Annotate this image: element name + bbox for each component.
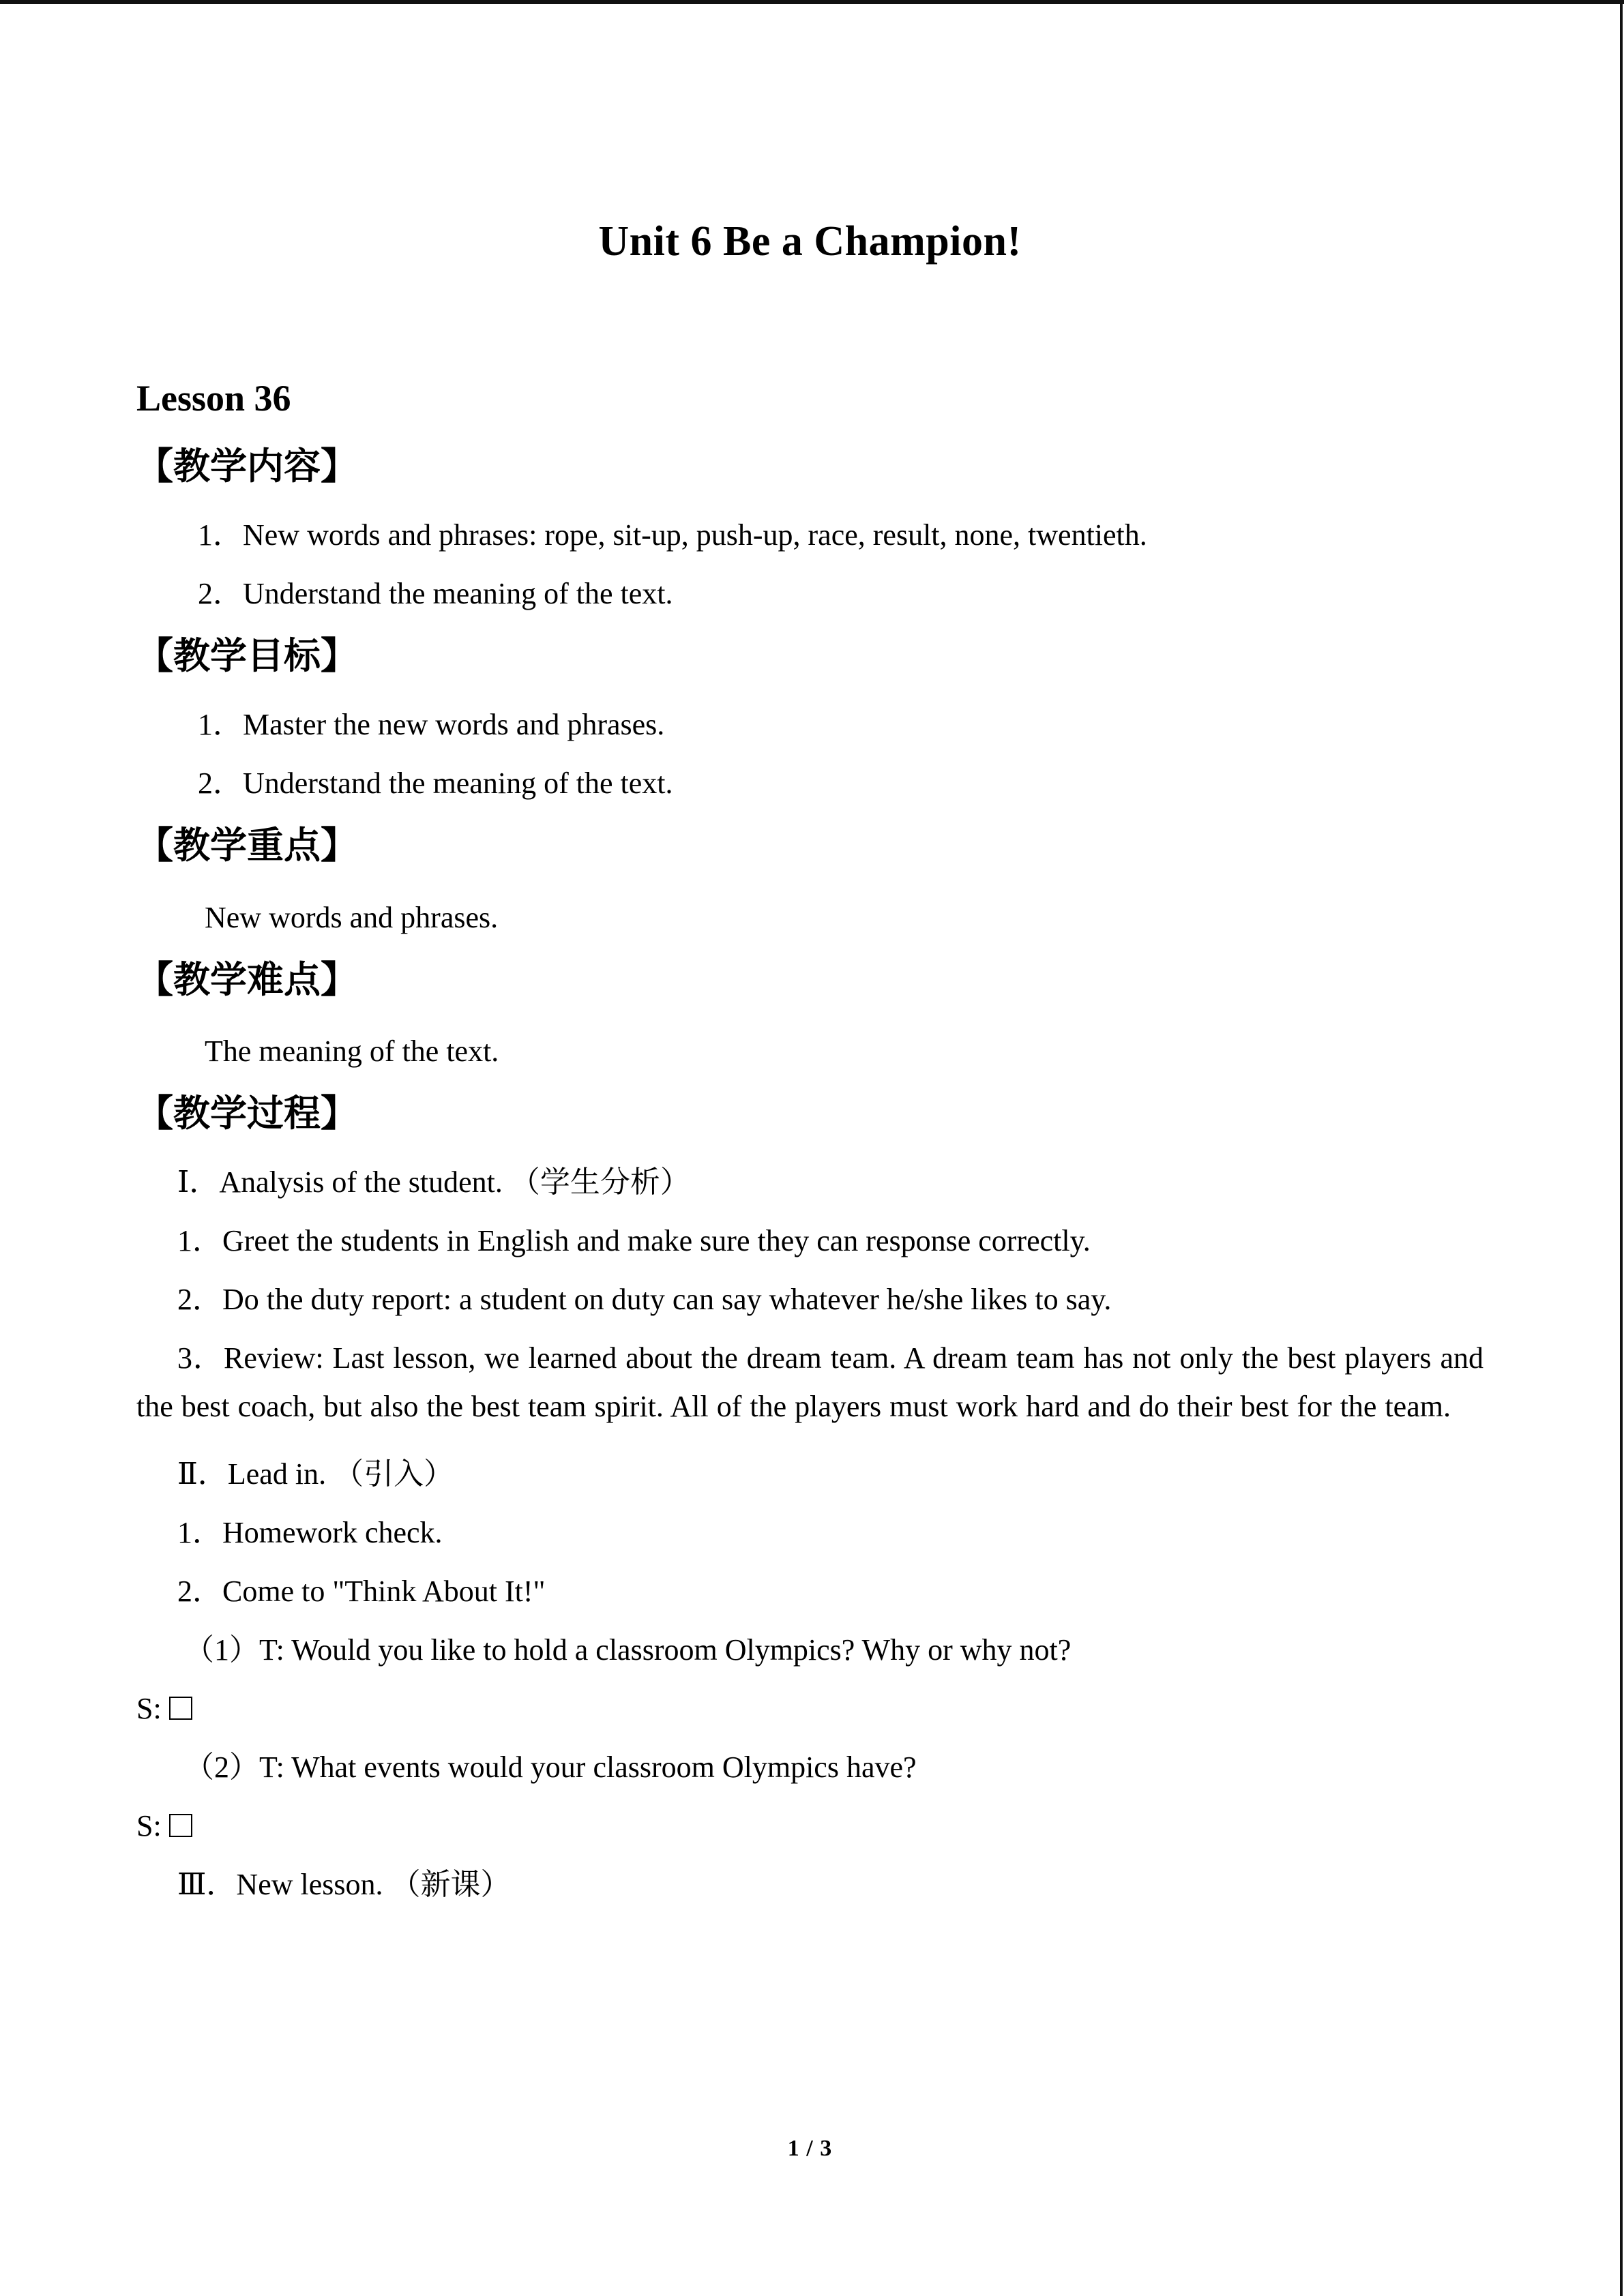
section-heading-key-points: 【教学重点】	[136, 825, 357, 867]
section-heading-teaching-process: 【教学过程】	[136, 1092, 357, 1134]
page-right-border	[1620, 0, 1623, 2296]
process-item: 2．Come to "Think About It!"	[177, 1575, 546, 1609]
section-heading-teaching-goals: 【教学目标】	[136, 636, 357, 677]
process-item: 2．Do the duty report: a student on duty can say whatever he/she likes to say.	[177, 1282, 1112, 1316]
list-item: 2．Understand the meaning of the text.	[198, 766, 673, 801]
list-item: 1．Master the new words and phrases.	[198, 708, 665, 742]
list-item: New words and phrases.	[205, 900, 499, 934]
process-part-1-label: Ⅰ．Analysis of the student. （学生分析）	[177, 1165, 690, 1199]
answer-line	[136, 1665, 1483, 1724]
review-paragraph: 3．Review: Last lesson, we learned about the dream team. A dream team has not only the best players and the best coach, but also the best team spirit. All of the players must work hard and do their best for the team.	[136, 1341, 1483, 1424]
section-heading-teaching-content: 【教学内容】	[136, 446, 357, 488]
section-heading-difficult-points: 【教学难点】	[136, 959, 357, 1000]
list-item: 1．New words and phrases: rope, sit-up, push-up, race, result, none, twentieth.	[198, 518, 1147, 552]
empty-box-icon	[169, 1814, 192, 1837]
process-part-2-label: Ⅱ．Lead in. （引入）	[177, 1457, 454, 1491]
page-footer: 1 / 3	[787, 2136, 833, 2161]
answer-prefix: S:	[136, 1692, 162, 1726]
process-item: 1．Greet the students in English and make sure they can response correctly.	[177, 1223, 1091, 1257]
process-part-3-label: Ⅲ．New lesson. （新课）	[177, 1868, 511, 1902]
list-item: The meaning of the text.	[205, 1034, 499, 1068]
page-title: Unit 6 Be a Champion!	[598, 218, 1022, 265]
empty-box-icon	[169, 1697, 192, 1720]
answer-prefix: S:	[136, 1809, 162, 1843]
process-item: 1．Homework check.	[177, 1516, 443, 1550]
question-item: （1）T: Would you like to hold a classroom Olympics? Why or why not?	[184, 1633, 1072, 1667]
lesson-heading: Lesson 36	[136, 378, 291, 419]
list-item: 2．Understand the meaning of the text.	[198, 577, 673, 611]
answer-line	[136, 1783, 1483, 1841]
question-item: （2）T: What events would your classroom Olympics have?	[184, 1750, 917, 1785]
